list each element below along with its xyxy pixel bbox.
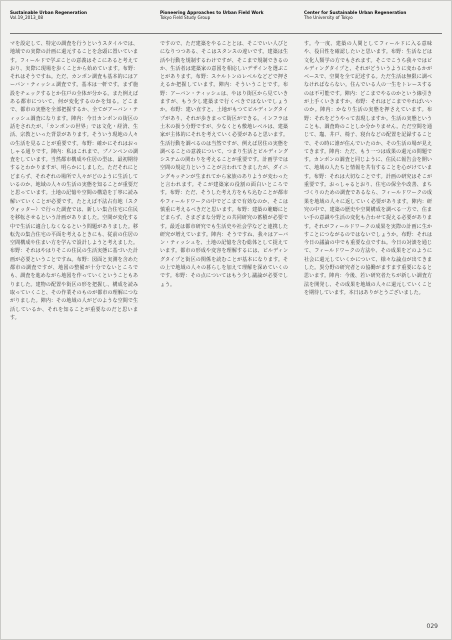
header-left-title: Sustainable Urban Regeneration: [10, 10, 87, 15]
header-center-title: Pioneering Approaches to Urban Field Work: [160, 10, 264, 15]
header-right: [304, 10, 432, 20]
header-right-subtitle: The University of Tokyo: [304, 15, 353, 21]
page-number: 029: [426, 623, 438, 630]
header-left-subtitle: Vol.19_2013_08: [10, 15, 44, 21]
header-divider: [10, 33, 442, 34]
text-column-right: [304, 40, 432, 626]
column-center-text: ですので、ただ建築をやることとは、そこでいい人びとになりつつある、そこはスタンスの違いです。建築は生活や行動を規制するわけですが、そこまで規制できるのか、生活者は建築家の意図を相応しいデザインを選ぶことがあります。布野：スケルトンのレベルなどどで押さえるか把握しています。陣内：そういうことです。布野：アーバン・ティッシュは、やはり街区から見ていきますが、もう少し建築まで行くべきではないでしょうか。布野：建い直すと、土地がもつてビルディングタイプがあり、それが歩きまって街区ができる。インフラは土木の扱う分野ですが、少なくとも敷地レベルは、建築家が主体的にそれを考えていく必要があると思います。生活行動を調べるのは当然ですが、例えば居住の実態を調べることの意義について、つまり生活とビルディングシステムの関わりを考えることが重要です。計画学では空間の規定力ということが言われてきましたが、ダイニングキッチンが生まれてから家族のありようが変わったと言われます。そこが建築家の役割の面白いところです。布野：ただ、そうした考え方をもち込むことが都市やフィールドワークの中でどこまで有効なのか、そこは慎重に考えるべきだと思います。布野：建築の範疇にとどまらず、さまざまな分野との共同研究の蓄積が必要です。最近は都市研究でも生活史や社会学などと連携した研究が増えています。陣内：そうですね、我々はアーバン・ティッシュを、土地の記憶を含む総体として捉えています。都市の形成や変容を理解するには、ビルディングタイプと街区の関係を読むことが基本になります。その上で地域の人々の暮らしを加えて理解を深めていくのです。布野：その点についてはもう少し議論が必要でしょう。: [160, 41, 288, 288]
column-right-text: す。今一度、建築の人間としてフィールドに入る意味や、役目性を確認したいと思います。布野：生活などは文化人類学の方でもされます。そこでこうち我々ではビルディングタイプと、それがどういうように変わるかがベースで、空間を全て記述する。ただ生活は無限に調べなければならない。住んでいる人の一生をトレースするのは不可能です。陣内：どこまでやるのかという線引きが上手くいきますか。布野：それはどこまでやればいいのか。陣内：かなり生活の実態を押さえています。布野：それをどうやって表現しますか。生活の実態ということも、調査時のことしか分かりません。ただ空間を通じて、竈、井戸、椅子、寝台などの配置を記録することで、その時に誰が住んでいたのか、その生活の場が見えてきます。陣内：ただ、もう一つは成果の還元の問題です。カンボンの調査と同じように、住民に報告会を開いて、地域の人たちと情報を共有することを心がけています。布野：それは大切なことです。計画の研究はそこが重要です。おっしゃるとおり、住宅の保全や改善、まちづくりのための調査であるなら、フィールドワークの成果を地域の人々に返していく必要があります。陣内：研究の中で、建築の歴史や空間構成を調べる一方で、住まい手の意識や生活の変化も合わせて捉える必要があります。それがフィールドワークの成果を実際の計画に生かすことにつながるのではないでしょうか。布野：それは今日の議論の中でも重要な点ですね。今日の対談を通じて、フィールドワークの方法や、その成果をどのように社会に還元していくかについて、様々な論点が出てきました。異分野の研究者との協働がますます重要になると思います。陣内：今後、若い研究者たちが新しい調査方法を開発し、その成果を地域の人々に還元していくことを期待しています。本日はありがとうございました。: [304, 41, 432, 296]
header-center: [160, 10, 288, 20]
text-column-center: [160, 40, 288, 626]
column-left-text: マを設定して、特定の調査を行うというスタイルでは、地域での実際の計画に還元することを念頭に置いています。フィールドで学ぶことの意義はそこにあると考えており、実際に現場を歩くことから始めています。布野：それはそうですね。ただ、カンボン調査も基本的にはアーバン・ティッシュ調査です。基本は一軒です。まず施設をチェックするとか住戸の全体が分かる。また例えばある都市について、何が変化するのかを知る。どこまで、都市の実態を全部把握するか、全てがアーバン・ティッシュ調査になります。陣内：今日カンボンの街区の話をされたが、「カンボンの世界」では文化・経済、生活、宗教といった背景があります。そういう現地の人々の生活を見ることが重要です。布野：確かにそれはおっしゃる通りです。陣内：私はこれまで、ブノンペンの調査をしています。当然都市構成や住居の型は、最初期待するとわかりますが、明らかにしました。ただそれにとどまらず、それぞれの場所で人々がどのように生活しているのか、地域の人々の生活の実態を知ることが重要だと思っています。土地の記憶や空間の構造を丁寧に読み解いていくことが必要です。たとえば不法占有地（スクウォッター）で行った調査では、新しい集合住宅に住民を移転させるという計画がありました。空間が変化する中で生活に適合しなくなるという問題がありました。移転先の集合住宅の平面を考えるときにも、従前の住居の空間構成や住まい方を学んで設計しようと考えました。布野：それはやはりそこの住民の生活実態に基づいた計画が必要ということですね。布野：図面と実測を含めた都市の調査ですが、地図の整備が十分でないところでも、調査を進めながら地図を作っていくということもありました。建物の配置や街区の形を把握し、構成を読み取っていくこと、その作業そのものが都市の理解につながりました。陣内：その地域の人がどのような空間で生活しているか、それを知ることが重要なのだと思います。: [10, 41, 138, 321]
header-right-title: Center for Sustainable Urban Regeneration: [304, 10, 407, 15]
text-column-left: [10, 40, 138, 626]
header-center-subtitle: Tokyo Field Study Group: [160, 15, 211, 21]
header-left: [10, 10, 138, 20]
